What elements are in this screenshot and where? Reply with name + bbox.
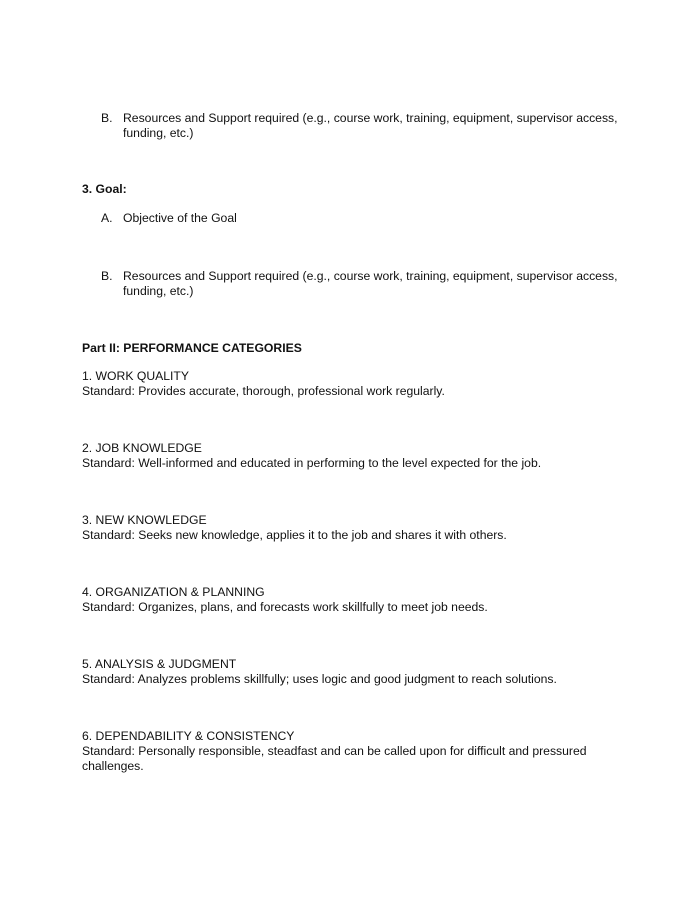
category-work-quality (82, 369, 622, 399)
category-standard: Standard: Personally responsible, steadfast and can be called upon for difficult and pressured challenges. (82, 744, 587, 773)
category-title: 5. ANALYSIS & JUDGMENT (82, 657, 237, 671)
category-standard: Standard: Well-informed and educated in performing to the level expected for the job. (82, 456, 542, 470)
category-analysis-judgment (82, 657, 622, 687)
category-standard: Standard: Seeks new knowledge, applies it to the job and shares it with others. (82, 528, 507, 542)
objective-text: Objective of the Goal (123, 211, 237, 225)
category-job-knowledge (82, 441, 622, 471)
category-title: 6. DEPENDABILITY & CONSISTENCY (82, 729, 295, 743)
category-title: 3. NEW KNOWLEDGE (82, 513, 207, 527)
part2-heading: Part II: PERFORMANCE CATEGORIES (82, 341, 302, 355)
list-marker: B. (101, 111, 113, 125)
category-title: 4. ORGANIZATION & PLANNING (82, 585, 265, 599)
category-standard: Standard: Analyzes problems skillfully; uses logic and good judgment to reach solutions. (82, 672, 557, 686)
list-marker: B. (101, 269, 113, 283)
category-title: 2. JOB KNOWLEDGE (82, 441, 202, 455)
category-title: 1. WORK QUALITY (82, 369, 189, 383)
category-organization-planning (82, 585, 622, 615)
resources-support-text: Resources and Support required (e.g., course work, training, equipment, supervisor access, funding, etc.) (123, 269, 618, 298)
list-marker: A. (101, 211, 113, 225)
category-standard: Standard: Organizes, plans, and forecasts work skillfully to meet job needs. (82, 600, 488, 614)
goal3-heading: 3. Goal: (82, 182, 127, 196)
resources-support-text: Resources and Support required (e.g., course work, training, equipment, supervisor access, funding, etc.) (123, 111, 618, 140)
category-standard: Standard: Provides accurate, thorough, professional work regularly. (82, 384, 445, 398)
category-new-knowledge (82, 513, 622, 543)
category-dependability-consistency (82, 729, 622, 774)
